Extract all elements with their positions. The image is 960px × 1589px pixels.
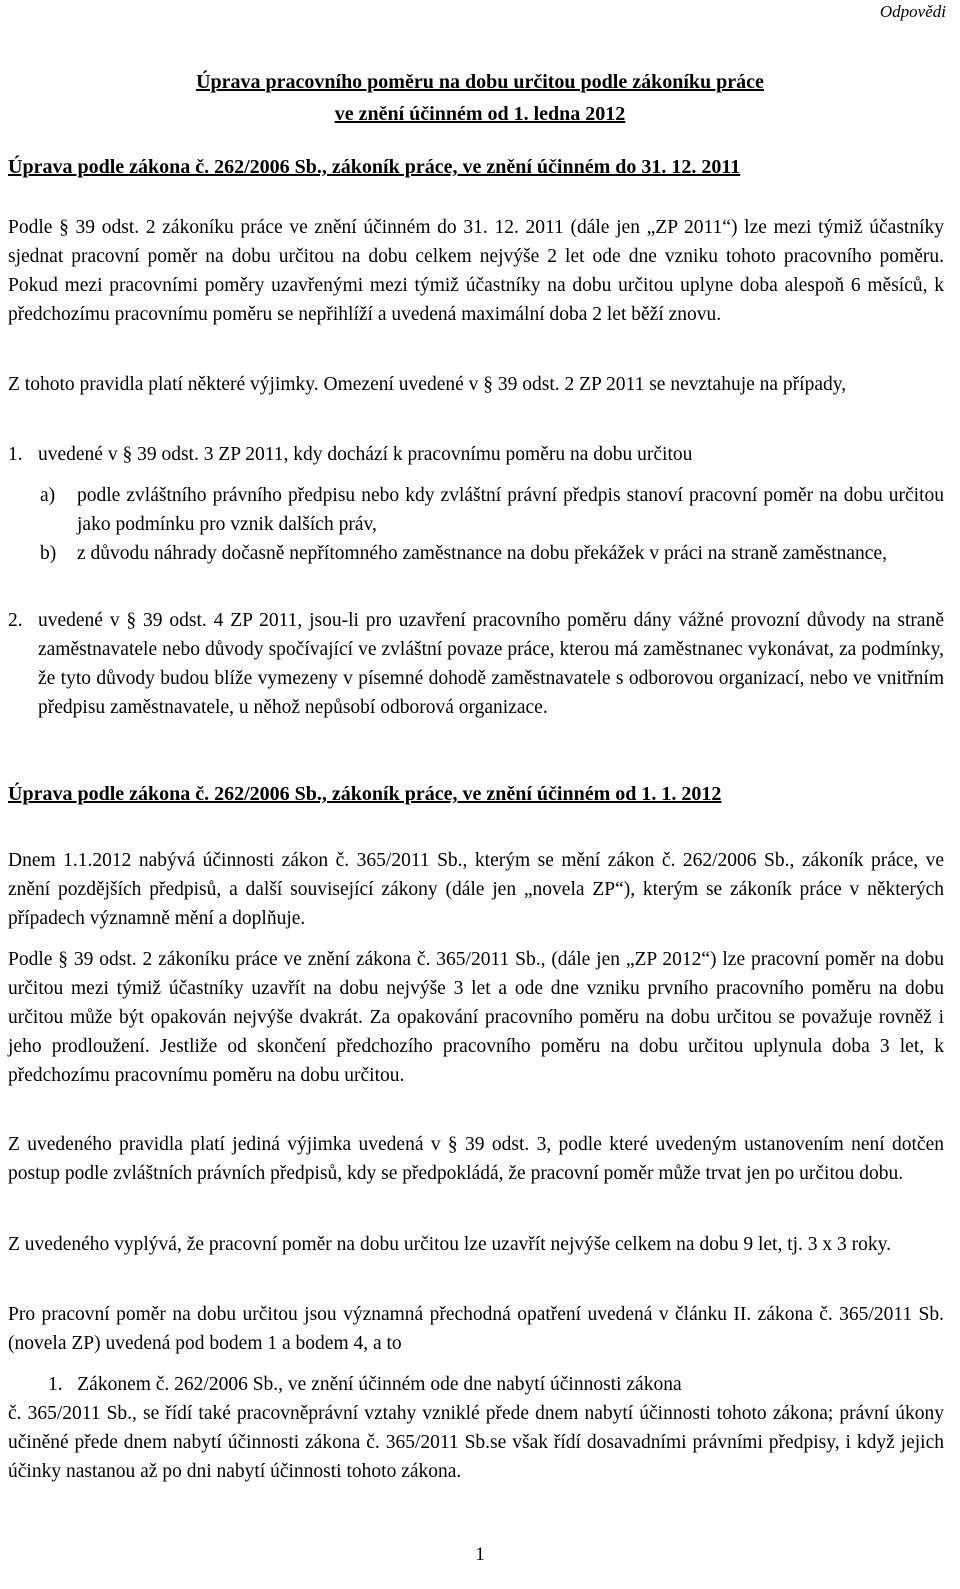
list-number: 1.	[48, 1374, 63, 1395]
section-2-paragraph-5: Pro pracovní poměr na dobu určitou jsou významná přechodná opatření uvedená v článku II. zákona č. 365/2011 Sb. (novela ZP) uvedená pod bodem 1 a bodem 4, a to	[8, 1304, 944, 1354]
section-2-list-item-1	[8, 1370, 944, 1486]
list-item-text: uvedené v § 39 odst. 4 ZP 2011, jsou-li pro uzavření pracovního poměru dány vážné provozní důvody na straně zaměstnavatele nebo důvody spočívající ve zvláštní povaze práce, kterou má zaměstnanec vykonávat, za podmínky, že tyto důvody budou blíže vymezeny v písemné dohodě zaměstnavatele s odborovou organizací, nebo ve vnitřním předpisu zaměstnavatele, u něhož nepůsobí odborová organizace.	[38, 610, 944, 718]
list-item-first-line	[8, 1370, 944, 1399]
sub-item-letter: b)	[40, 543, 57, 564]
section-1-sub-item-b	[40, 539, 944, 568]
document-title-line-1: Úprava pracovního poměru na dobu určitou podle zákoníku práce	[196, 71, 764, 93]
list-number: 2.	[8, 610, 23, 631]
section-2-paragraph-2: Podle § 39 odst. 2 zákoníku práce ve znění zákona č. 365/2011 Sb., (dále jen „ZP 2012“) lze pracovní poměr na dobu určitou mezi týmiž účastníky uzavřít na dobu nejvýše 3 let a ode dne vzniku prvního pracovního poměru na dobu určitou může být opakován nejvýše dvakrát. Za opakování pracovního poměru na dobu určitou se považuje rovněž i jeho prodloužení. Jestliže od skončení předchozího pracovního poměru na dobu určitou uplynula doba 3 let, k předchozímu pracovnímu poměru na dobu určitou.	[8, 949, 944, 1086]
list-item-continuation: č. 365/2011 Sb., se řídí také pracovněprávní vztahy vzniklé přede dnem nabytí účinnosti tohoto zákona; právní úkony učiněné přede dnem nabytí účinnosti zákona č. 365/2011 Sb.se však řídí dosavadními právními předpisy, i když jejich účinky nastanou až po dni nabytí účinnosti tohoto zákona.	[8, 1403, 944, 1482]
section-2-heading: Úprava podle zákona č. 262/2006 Sb., zákoník práce, ve znění účinném od 1. 1. 2012	[8, 783, 722, 805]
sub-item-text: z důvodu náhrady dočasně nepřítomného zaměstnance na dobu překážek v práci na straně zaměstnance,	[77, 543, 887, 564]
document-title-line-2: ve znění účinném od 1. ledna 2012	[334, 103, 626, 125]
sub-item-text: podle zvláštního právního předpisu nebo kdy zvláštní právní předpis stanoví pracovní poměr na dobu určitou jako podmínku pro vznik dalších práv,	[77, 485, 944, 535]
header-note: Odpovědi	[879, 2, 946, 21]
list-item-text: Zákonem č. 262/2006 Sb., ve znění účinném ode dne nabytí účinnosti zákona	[77, 1374, 682, 1395]
section-2-paragraph-1: Dnem 1.1.2012 nabývá účinnosti zákon č. 365/2011 Sb., kterým se mění zákon č. 262/2006 Sb., zákoník práce, ve znění pozdějších předpisů, a další související zákony (dále jen „novela ZP“), kterým se zákoník práce v některých případech významně mění a doplňuje.	[8, 850, 944, 929]
list-number: 1.	[8, 444, 23, 465]
section-1-paragraph-1: Podle § 39 odst. 2 zákoníku práce ve znění účinném do 31. 12. 2011 (dále jen „ZP 2011“) lze mezi týmiž účastníky sjednat pracovní poměr na dobu určitou na dobu celkem nejvýše 2 let ode dne vzniku tohoto pracovního poměru. Pokud mezi pracovními poměry uzavřenými mezi týmiž účastníky na dobu určitou uplyne doba alespoň 6 měsíců, k předchozímu pracovnímu poměru se nepřihlíží a uvedená maximální doba 2 let běží znovu.	[8, 217, 944, 325]
section-1-paragraph-2: Z tohoto pravidla platí některé výjimky. Omezení uvedené v § 39 odst. 2 ZP 2011 se nevztahuje na případy,	[8, 374, 847, 395]
section-1-list-item-2	[8, 606, 944, 722]
section-1-heading: Úprava podle zákona č. 262/2006 Sb., zákoník práce, ve znění účinném do 31. 12. 2011	[8, 156, 741, 178]
section-1-sub-item-a	[40, 481, 944, 539]
sub-item-letter: a)	[40, 485, 56, 506]
section-1-list-item-1	[8, 440, 944, 469]
section-2-paragraph-4: Z uvedeného vyplývá, že pracovní poměr na dobu určitou lze uzavřít nejvýše celkem na dobu 9 let, tj. 3 x 3 roky.	[8, 1234, 892, 1255]
section-2-paragraph-3: Z uvedeného pravidla platí jediná výjimka uvedená v § 39 odst. 3, podle které uvedeným ustanovením není dotčen postup podle zvláštních právních předpisů, kdy se předpokládá, že pracovní poměr může trvat jen po určitou dobu.	[8, 1134, 944, 1184]
page-number: 1	[475, 1544, 485, 1565]
list-item-text: uvedené v § 39 odst. 3 ZP 2011, kdy dochází k pracovnímu poměru na dobu určitou	[38, 444, 693, 465]
